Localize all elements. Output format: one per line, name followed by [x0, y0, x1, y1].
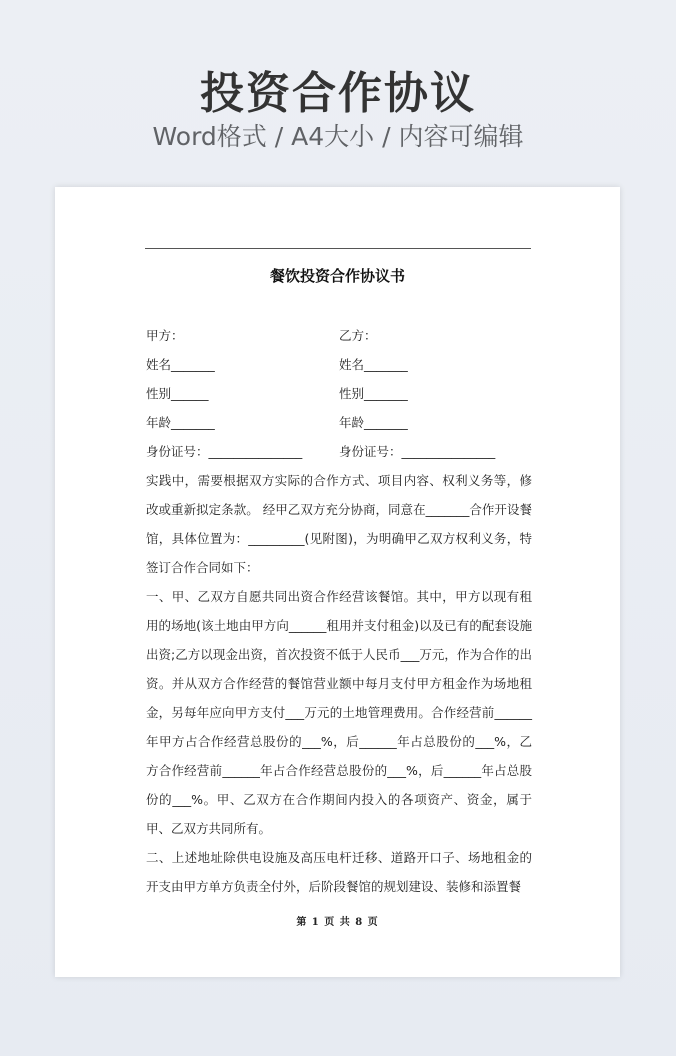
document-body	[146, 321, 532, 901]
party-a-field: 身份证号：_______________	[146, 444, 303, 459]
hero-title: 投资合作协议	[200, 68, 476, 119]
hero-subtitle: Word格式 / A4大小 / 内容可编辑	[152, 122, 524, 151]
party-row	[146, 350, 532, 379]
party-row	[146, 321, 532, 350]
paragraph-intro: 实践中，需要根据双方实际的合作方式、项目内容、权利义务等，修改或重新拟定条款。 经甲乙双方充分协商，同意在_______合作开设餐馆，具体位置为：_________(见附图)，为明确甲乙双方权利义务，特签订合作合同如下：	[146, 473, 532, 575]
party-row	[146, 408, 532, 437]
party-row	[146, 379, 532, 408]
party-b-field: 年龄_______	[339, 415, 408, 430]
party-a-field: 姓名_______	[146, 357, 215, 372]
party-b-field: 姓名_______	[339, 357, 408, 372]
party-b-field: 乙方：	[339, 328, 377, 343]
header-rule	[145, 248, 531, 249]
party-b-field: 性别_______	[339, 386, 408, 401]
party-a-field: 年龄_______	[146, 415, 215, 430]
page-number: 第 1 页 共 8 页	[296, 917, 379, 928]
paragraph-clause-2: 二、上述地址除供电设施及高压电杆迁移、道路开口子、场地租金的开支由甲方单方负责全付外，后阶段餐馆的规划建设、装修和添置餐	[146, 850, 532, 894]
party-b-field: 身份证号：_______________	[339, 444, 496, 459]
party-row	[146, 437, 532, 466]
paragraph-clause-1: 一、甲、乙双方自愿共同出资合作经营该餐馆。其中，甲方以现有租用的场地(该土地由甲方向______租用并支付租金)以及已有的配套设施出资;乙方以现金出资，首次投资不低于人民币___万元，作为合作的出资。并从双方合作经营的餐馆营业额中每月支付甲方租金作为场地租金，另每年应向甲方支付___万元的土地管理费用。合作经营前______年甲方占合作经营总股份的___%，后______年占总股份的___%，乙方合作经营前______年占合作经营总股份的___%，后______年占总股份的___%。甲、乙双方在合作期间内投入的各项资产、资金，属于甲、乙双方共同所有。	[146, 589, 532, 836]
document-page	[55, 187, 620, 977]
party-a-field: 甲方：	[146, 328, 184, 343]
document-title: 餐饮投资合作协议书	[269, 267, 405, 285]
party-a-field: 性别______	[146, 386, 209, 401]
